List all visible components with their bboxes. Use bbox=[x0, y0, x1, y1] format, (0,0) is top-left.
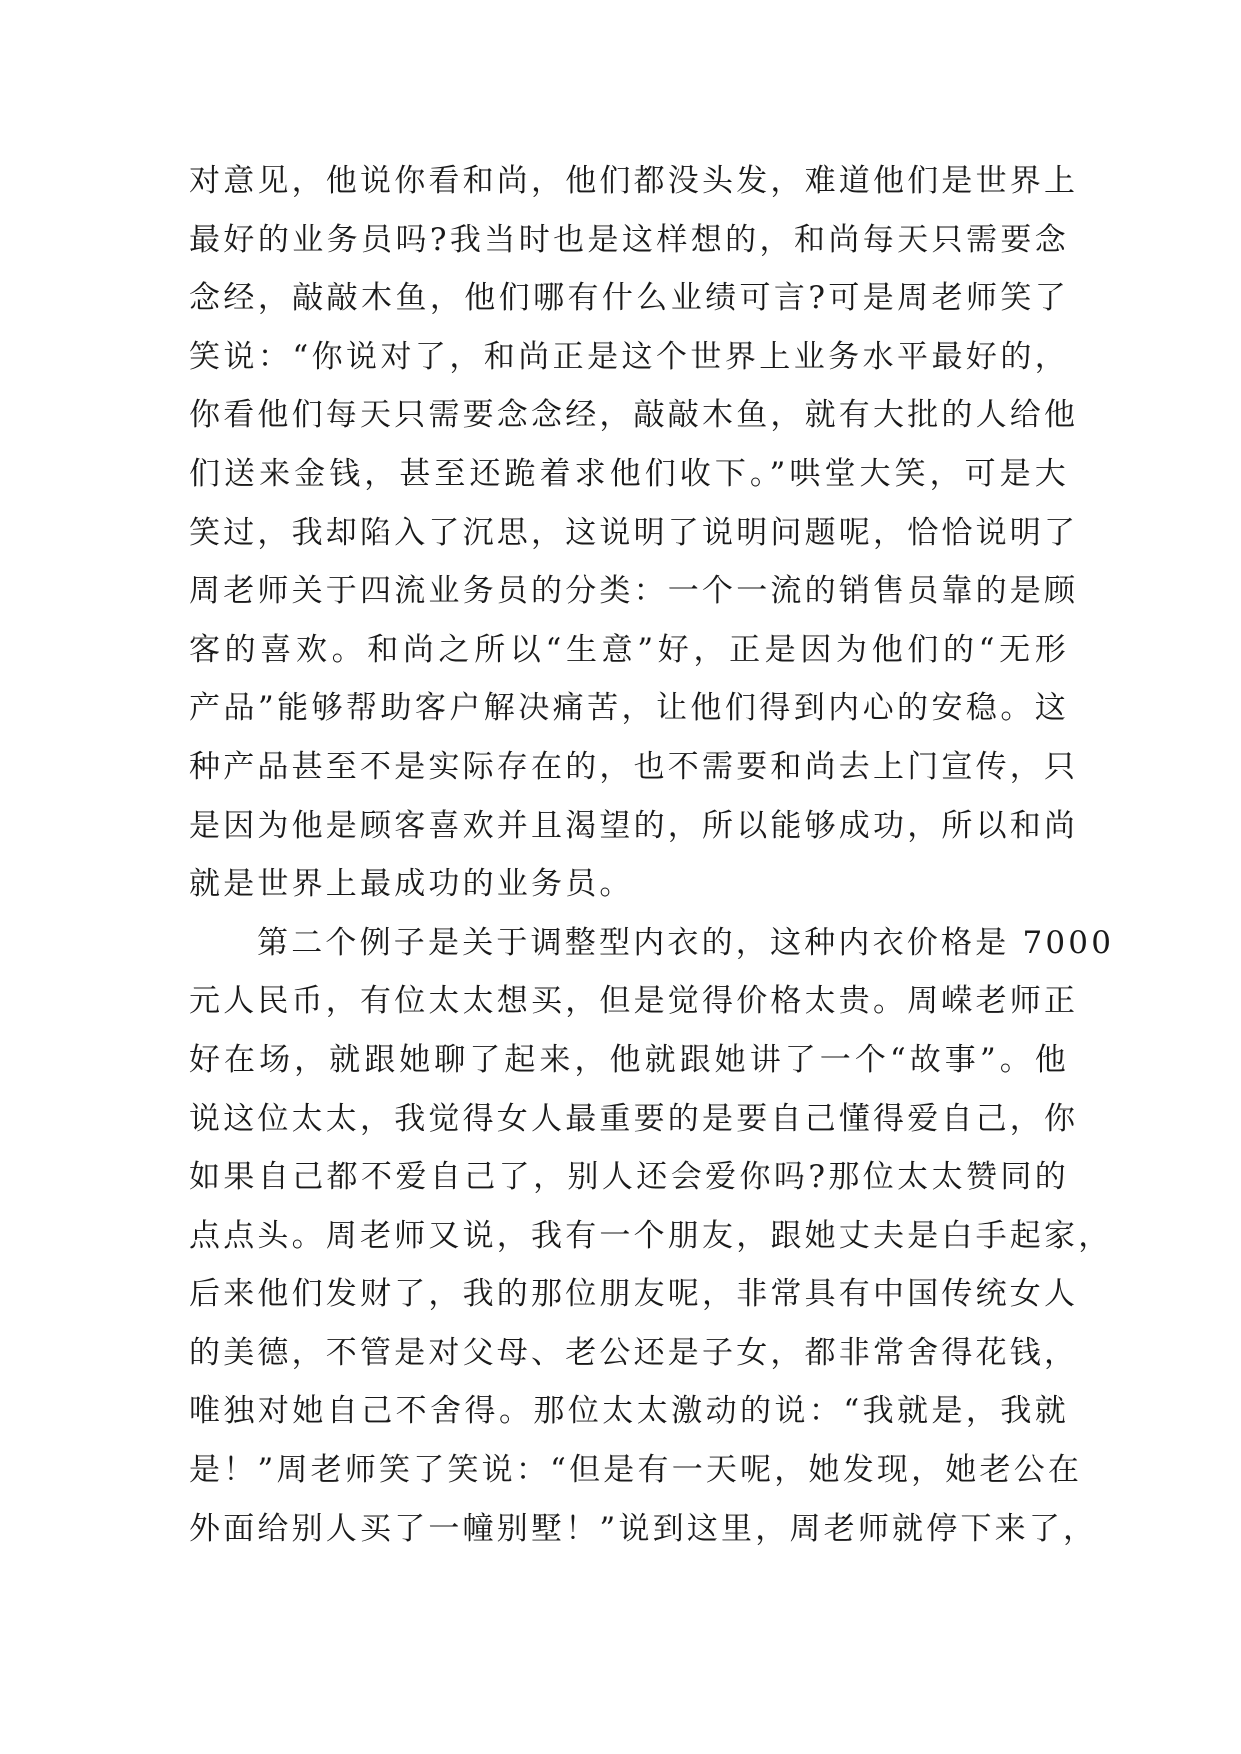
text-line: 唯独对她自己不舍得。那位太太激动的说：“我就是，我就 bbox=[189, 1393, 1069, 1430]
text-line: 好在场，就跟她聊了起来，他就跟她讲了一个“故事”。他 bbox=[189, 1041, 1069, 1078]
text-line: 你看他们每天只需要念念经，敲敲木鱼，就有大批的人给他 bbox=[189, 397, 1079, 434]
text-line: 点点头。周老师又说，我有一个朋友，跟她丈夫是白手起家， bbox=[189, 1217, 1113, 1254]
text-line: 外面给别人买了一幢别墅！”说到这里，周老师就停下来了， bbox=[189, 1510, 1098, 1547]
paragraph-2 bbox=[189, 914, 1115, 1559]
text-line: 最好的业务员吗?我当时也是这样想的，和尚每天只需要念 bbox=[189, 221, 1069, 258]
text-line: 元人民币，有位太太想买，但是觉得价格太贵。周嵘老师正 bbox=[189, 983, 1079, 1020]
text-line: 种产品甚至不是实际存在的，也不需要和尚去上门宣传，只 bbox=[189, 748, 1079, 785]
text-line: 笑说：“你说对了，和尚正是这个世界上业务水平最好的， bbox=[189, 338, 1069, 375]
text-line: 说这位太太，我觉得女人最重要的是要自己懂得爱自己，你 bbox=[189, 1100, 1079, 1137]
text-line: 是！”周老师笑了笑说：“但是有一天呢，她发现，她老公在 bbox=[189, 1452, 1083, 1489]
text-line: 们送来金钱，甚至还跪着求他们收下。”哄堂大笑，可是大 bbox=[189, 455, 1069, 492]
text-line: 第二个例子是关于调整型内衣的，这种内衣价格是 7000 bbox=[257, 924, 1115, 961]
text-line: 对意见，他说你看和尚，他们都没头发，难道他们是世界上 bbox=[189, 163, 1079, 199]
text-line: 后来他们发财了，我的那位朋友呢，非常具有中国传统女人 bbox=[189, 1276, 1079, 1313]
paragraph-1 bbox=[189, 152, 1079, 914]
text-line: 客的喜欢。和尚之所以“生意”好，正是因为他们的“无形 bbox=[189, 631, 1069, 668]
text-line: 笑过，我却陷入了沉思，这说明了说明问题呢，恰恰说明了 bbox=[189, 514, 1079, 551]
text-line: 的美德，不管是对父母、老公还是子女，都非常舍得花钱， bbox=[189, 1334, 1079, 1371]
text-line: 就是世界上最成功的业务员。 bbox=[189, 866, 634, 903]
text-line: 是因为他是顾客喜欢并且渴望的，所以能够成功，所以和尚 bbox=[189, 807, 1079, 844]
body-text bbox=[189, 152, 1115, 1558]
text-line: 念经，敲敲木鱼，他们哪有什么业绩可言?可是周老师笑了 bbox=[189, 280, 1069, 317]
text-line: 周老师关于四流业务员的分类：一个一流的销售员靠的是顾 bbox=[189, 573, 1079, 610]
text-line: 产品”能够帮助客户解决痛苦，让他们得到内心的安稳。这 bbox=[189, 690, 1069, 727]
text-line: 如果自己都不爱自己了，别人还会爱你吗?那位太太赞同的 bbox=[189, 1159, 1069, 1196]
